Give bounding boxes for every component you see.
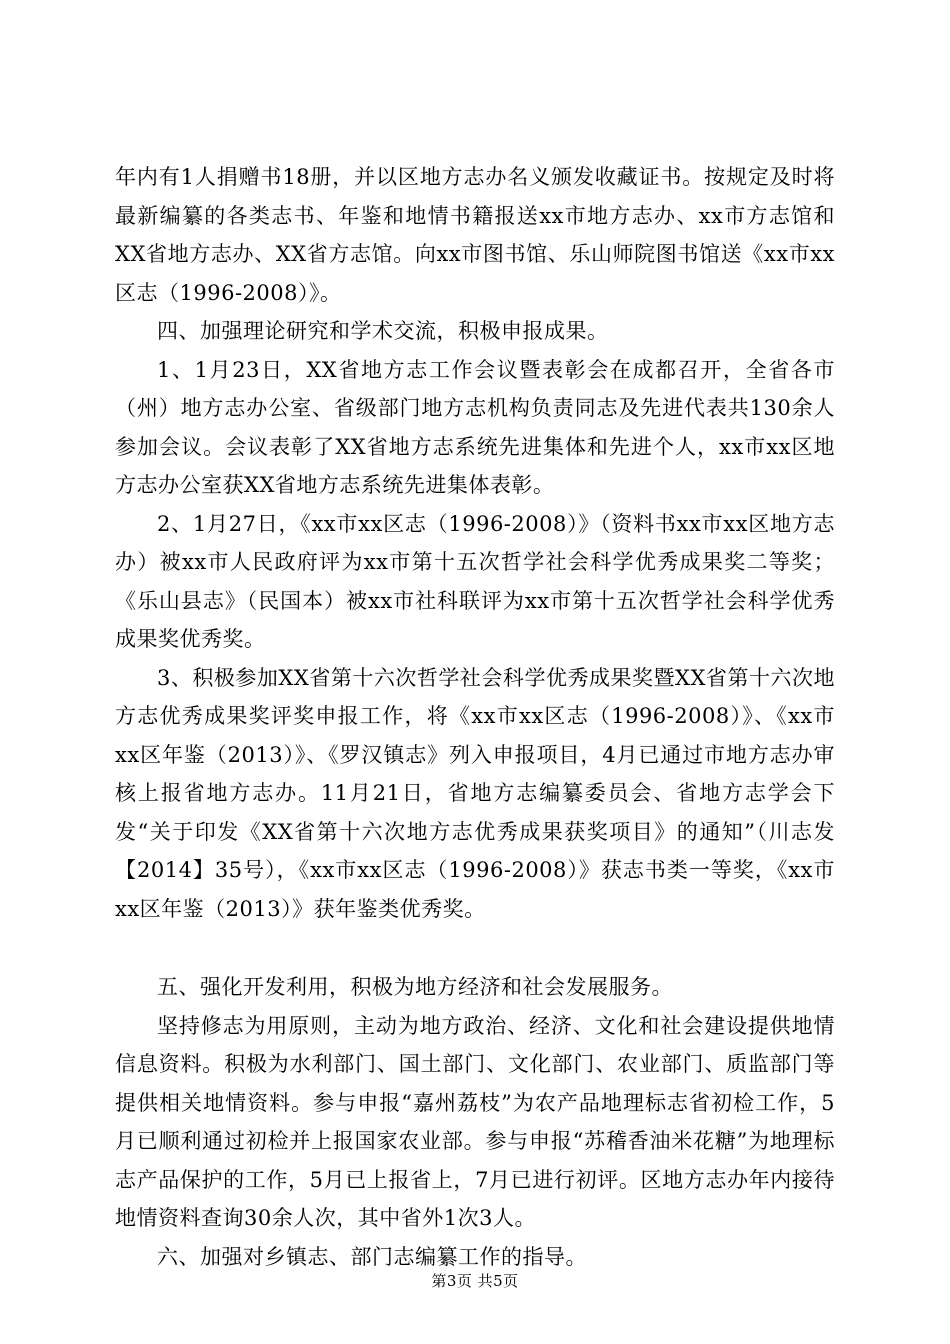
paragraph-item-3: 3、积极参加XX省第十六次哲学社会科学优秀成果奖暨XX省第十六次地方志优秀成果奖评奖申报工作，将《xx市xx区志（1996-2008）》、《xx市xx区年鉴（2013）》、《罗汉镇志》列入申报项目，4月已通过市地方志办审核上报省地方志办。11月21日，省地方志编纂委员会、省地方志学会下发“关于印发《XX省第十六次地方志优秀成果获奖项目》的通知”（川志发【2014】35号），《xx市xx区志（1996-2008）》获志书类一等奖，《xx市xx区年鉴（2013）》获年鉴类优秀奖。	[115, 665, 835, 921]
paragraph-item-1: 1、1月23日，XX省地方志工作会议暨表彰会在成都召开，全省各市（州）地方志办公室、省级部门地方志机构负责同志及先进代表共130余人参加会议。会议表彰了XX省地方志系统先进集体和先进个人，xx市xx区地方志办公室获XX省地方志系统先进集体表彰。	[115, 357, 835, 497]
section-heading-six: 六、加强对乡镇志、部门志编纂工作的指导。	[157, 1244, 587, 1269]
paragraph-development-service: 坚持修志为用原则，主动为地方政治、经济、文化和社会建设提供地情信息资料。积极为水利部门、国土部门、文化部门、农业部门、质监部门等提供相关地情资料。参与申报“嘉州荔枝”为农产品地理标志省初检工作，5月已顺利通过初检并上报国家农业部。参与申报“苏稽香油米花糖”为地理标志产品保护的工作，5月已上报省上，7月已进行初评。区地方志办年内接待地情资料查询30余人次，其中省外1次3人。	[115, 1013, 835, 1230]
section-heading-four: 四、加强理论研究和学术交流，积极申报成果。	[157, 319, 609, 343]
document-body	[115, 158, 835, 1276]
paragraph-collection-continuation: 年内有1人捐赠书18册，并以区地方志办名义颁发收藏证书。按规定及时将最新编纂的各类志书、年鉴和地情书籍报送xx市地方志办、xx市方志馆和XX省地方志办、XX省方志馆。向xx市图书馆、乐山师院图书馆送《xx市xx区志（1996-2008）》。	[115, 165, 835, 305]
page-number-footer: 第3页 共5页	[431, 1272, 519, 1290]
section-heading-five: 五、强化开发利用，积极为地方经济和社会发展服务。	[157, 975, 673, 999]
paragraph-item-2: 2、1月27日，《xx市xx区志（1996-2008）》（资料书xx市xx区地方志办）被xx市人民政府评为xx市第十五次哲学社会科学优秀成果奖二等奖；《乐山县志》（民国本）被xx市社科联评为xx市第十五次哲学社会科学优秀成果奖优秀奖。	[115, 511, 835, 651]
